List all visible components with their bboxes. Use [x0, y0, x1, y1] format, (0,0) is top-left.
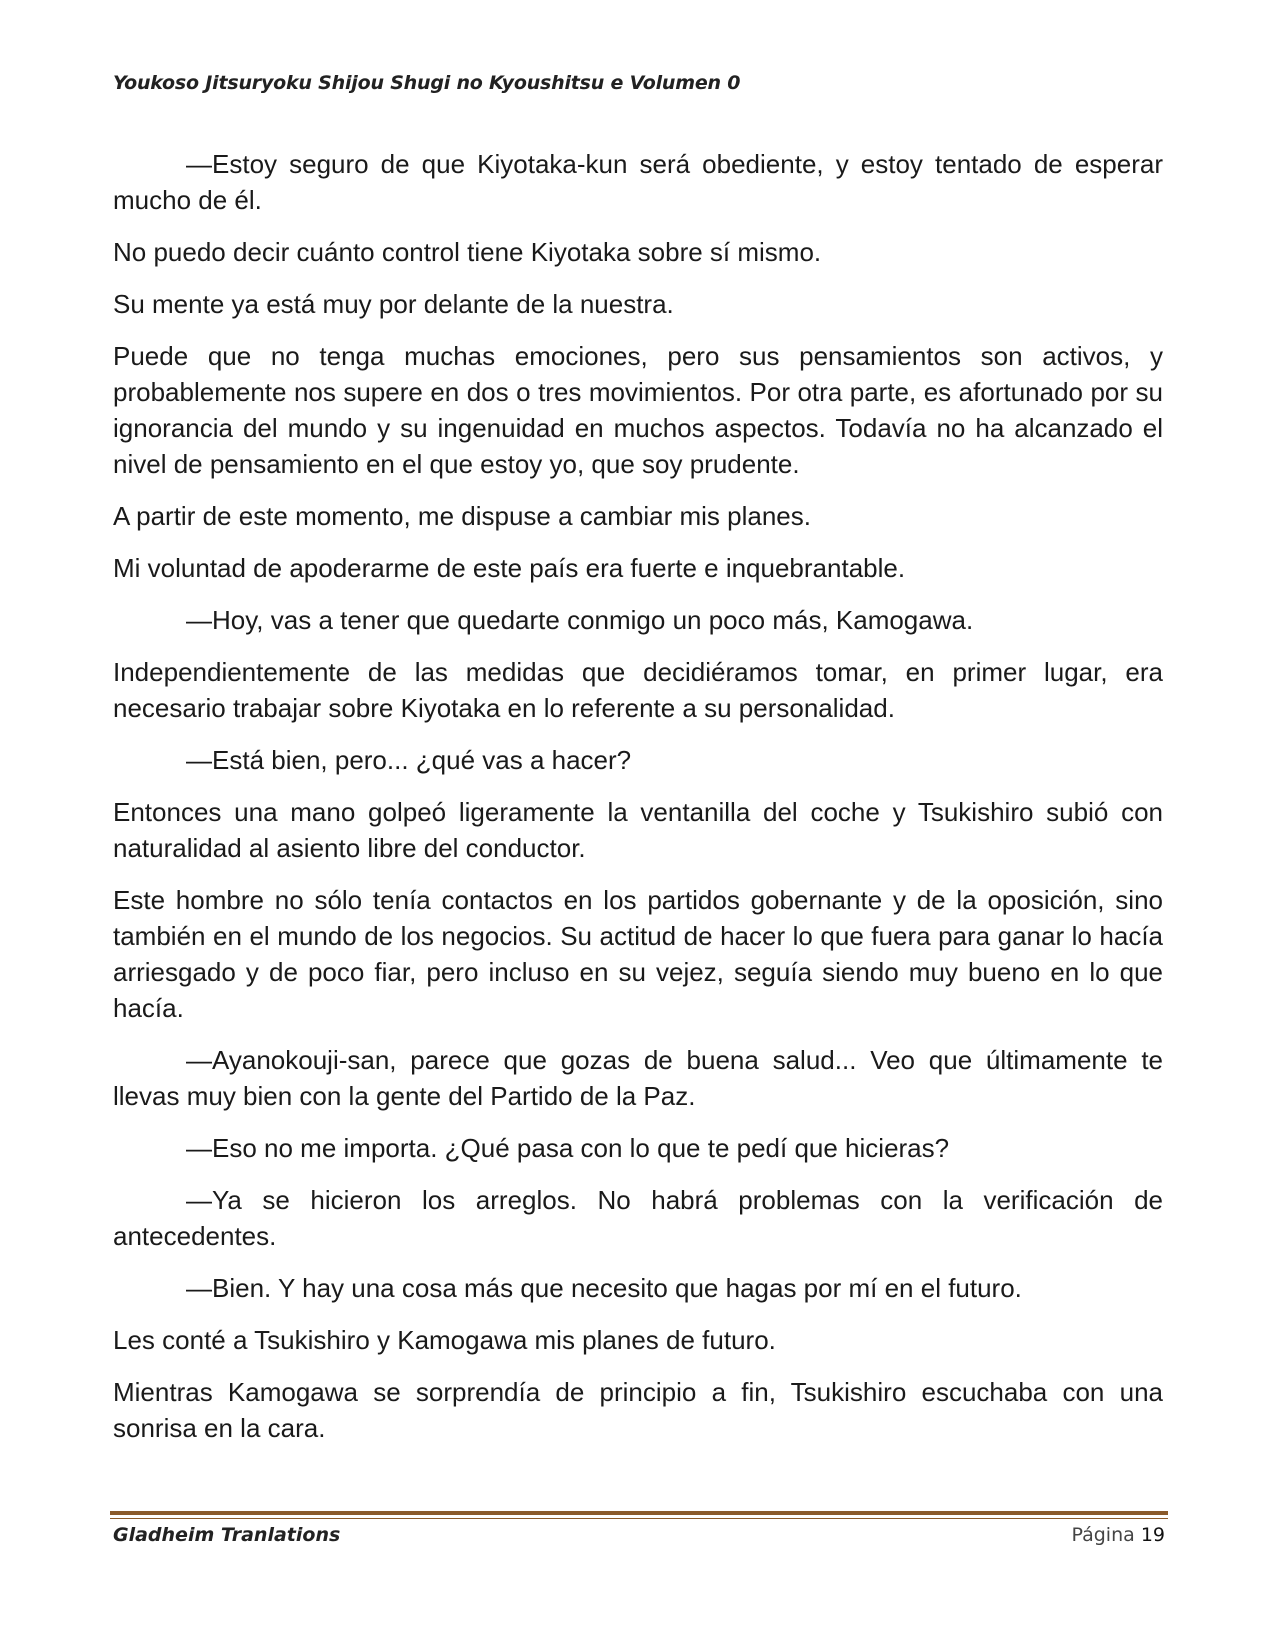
page-header-title: Youkoso Jitsuryoku Shijou Shugi no Kyoushitsu e Volumen 0: [113, 72, 741, 94]
paragraph-4: Puede que no tenga muchas emociones, pero sus pensamientos son activos, y probablemente nos supere en dos o tres movimientos. Por otra parte, es afortunado por su ignorancia del mundo y su ingenuidad en muchos aspectos. Todavía no ha alcanzado el nivel de pensamiento en el que estoy yo, que soy prudente.: [113, 341, 1163, 479]
paragraph-14: —Ya se hicieron los arreglos. No habrá problemas con la verificación de antecedentes.: [113, 1185, 1163, 1251]
paragraph-13: —Eso no me importa. ¿Qué pasa con lo que te pedí que hicieras?: [186, 1133, 950, 1163]
paragraph-6: Mi voluntad de apoderarme de este país era fuerte e inquebrantable.: [113, 553, 906, 583]
footer-publisher: Gladheim Tranlations: [113, 1524, 341, 1546]
paragraph-10: Entonces una mano golpeó ligeramente la ventanilla del coche y Tsukishiro subió con naturalidad al asiento libre del conductor.: [113, 797, 1163, 863]
paragraph-8: Independientemente de las medidas que decidiéramos tomar, en primer lugar, era necesario trabajar sobre Kiyotaka en lo referente a su personalidad.: [113, 657, 1163, 723]
paragraph-15: —Bien. Y hay una cosa más que necesito que hagas por mí en el futuro.: [186, 1273, 1022, 1303]
body-text: [113, 146, 1163, 1462]
paragraph-2: No puedo decir cuánto control tiene Kiyotaka sobre sí mismo.: [113, 237, 822, 267]
page-number: 19: [1140, 1524, 1165, 1546]
paragraph-1: —Estoy seguro de que Kiyotaka-kun será obediente, y estoy tentado de esperar mucho de él.: [113, 149, 1163, 215]
paragraph-9: —Está bien, pero... ¿qué vas a hacer?: [186, 745, 632, 775]
paragraph-11: Este hombre no sólo tenía contactos en los partidos gobernante y de la oposición, sino también en el mundo de los negocios. Su actitud de hacer lo que fuera para ganar lo hacía arriesgado y de poco fiar, pero incluso en su vejez, seguía siendo muy bueno en lo que hacía.: [113, 885, 1163, 1023]
paragraph-17: Mientras Kamogawa se sorprendía de principio a fin, Tsukishiro escuchaba con una sonrisa en la cara.: [113, 1377, 1163, 1443]
paragraph-16: Les conté a Tsukishiro y Kamogawa mis planes de futuro.: [113, 1325, 776, 1355]
footer-divider-thin: [110, 1518, 1168, 1519]
paragraph-7: —Hoy, vas a tener que quedarte conmigo un poco más, Kamogawa.: [186, 605, 974, 635]
footer-page-indicator: [1071, 1524, 1165, 1546]
page-label: Página: [1071, 1524, 1135, 1546]
footer-divider: [110, 1511, 1168, 1515]
paragraph-12: —Ayanokouji-san, parece que gozas de buena salud... Veo que últimamente te llevas muy bien con la gente del Partido de la Paz.: [113, 1045, 1163, 1111]
paragraph-3: Su mente ya está muy por delante de la nuestra.: [113, 289, 674, 319]
paragraph-5: A partir de este momento, me dispuse a cambiar mis planes.: [113, 501, 811, 531]
